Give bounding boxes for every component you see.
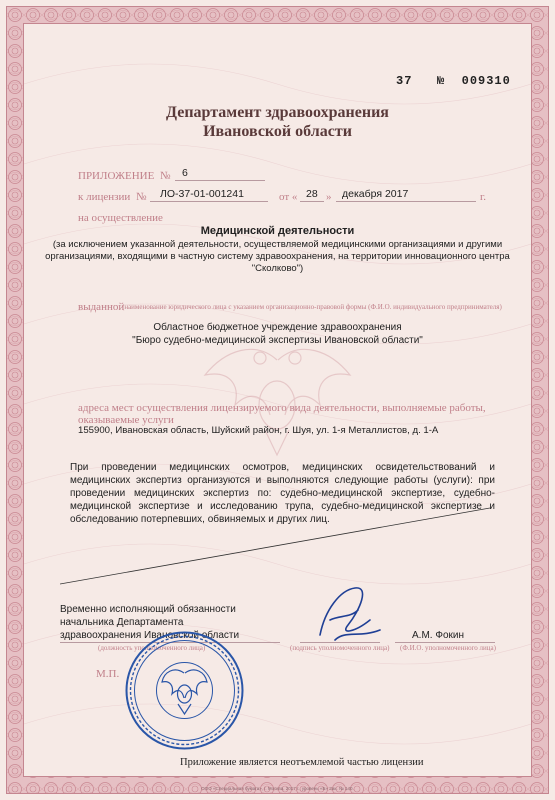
license-prefix: к лицензии [78, 191, 131, 203]
issued-org-line1: Областное бюджетное учреждение здравоохранения [153, 322, 402, 333]
appendix-symbol: № [160, 170, 171, 182]
serial-symbol: № [437, 74, 446, 88]
appendix-number: 6 [182, 167, 188, 179]
license-from: от « [279, 191, 298, 203]
department-title-line1: Департамент здравоохранения [166, 104, 389, 121]
official-round-seal [122, 628, 247, 753]
license-close-quote: » [326, 191, 332, 203]
appendix-footnote: Приложение является неотъемлемой частью лицензии [180, 757, 424, 768]
appendix-label: ПРИЛОЖЕНИЕ [78, 170, 155, 182]
issued-label: выданной [78, 301, 125, 313]
handwritten-signature [300, 580, 390, 650]
license-year-suffix: г. [480, 191, 487, 203]
issued-org-line2: "Бюро судебно-медицинской экспертизы Ивановской области" [132, 335, 423, 346]
eagle-emblem-watermark [195, 330, 360, 460]
activity-title: Медицинской деятельности [200, 225, 355, 237]
printer-info: ООО «Специальная бумага», г. Москва, 2017 г., уровень «Б» Зак. № 140. [201, 786, 354, 791]
serial-series: 37 [396, 74, 413, 88]
signatory-line2: начальника Департамента [60, 617, 184, 628]
issued-hint: (наименование юридического лица с указанием организационно-правовой формы (Ф.И.О. индивидуального предпринимателя) [122, 303, 502, 311]
services-text: При проведении медицинских осмотров, медицинских освидетельствований и медицинских экспертиз организуются и выполняются следующие работы (услуги): при проведении медицинских экспертиз по: судебно-медицинской экспертизе, судебно-медицинской экспертизе и исследованию трупа, судебно-медицинской экспертизе и обследованию потерпевших, обвиняемых и других лиц. [70, 462, 495, 525]
signatory-line1: Временно исполняющий обязанности [60, 604, 236, 615]
department-title-line2: Ивановской области [203, 123, 352, 140]
signatory-line3: здравоохранения Ивановской области [60, 630, 240, 641]
hint-name: (Ф.И.О. уполномоченного лица) [400, 644, 496, 652]
blank-area-strike-line [60, 506, 490, 586]
hint-signature: (подпись уполномоченного лица) [290, 644, 390, 652]
license-number: ЛО-37-01-001241 [160, 188, 244, 200]
activity-note: (за исключением указанной деятельности, осуществляемой медицинскими организациями и другими организациями, входящими в частную систему здравоохранения, на территории инновационного центра "Сколково") [45, 239, 510, 274]
stamp-mp-label: М.П. [96, 668, 120, 680]
hint-position: (должность уполномоченного лица) [98, 644, 206, 652]
address-value: 155900, Ивановская область, Шуйский район, г. Шуя, ул. 1-я Металлистов, д. 1-А [78, 425, 439, 436]
license-symbol: № [136, 191, 147, 203]
serial-number [396, 74, 511, 88]
activity-label: на осуществление [78, 212, 163, 224]
license-day: 28 [306, 188, 318, 200]
license-month-year: декабря 2017 [342, 188, 409, 200]
signatory-name: А.М. Фокин [412, 630, 464, 641]
serial-value: 009310 [461, 74, 511, 88]
address-label: адреса мест осуществления лицензируемого вида деятельности, выполняемые работы, оказываемые услуги [78, 402, 486, 426]
